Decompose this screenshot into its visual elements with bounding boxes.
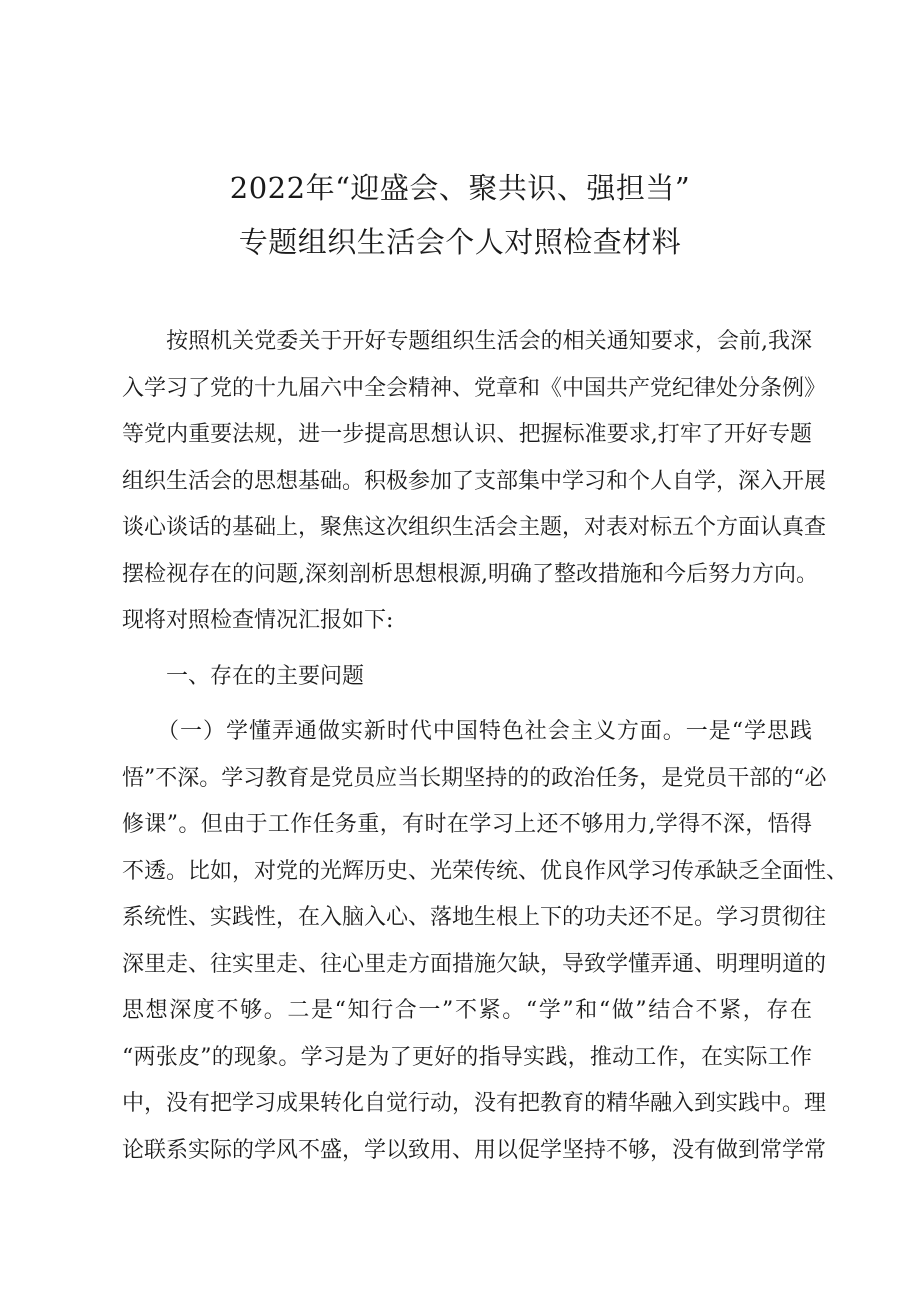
paragraph-intro	[122, 319, 827, 645]
text-line: 系统性、实践性，在入脑入心、落地生根上下的功夫还不足。学习贯彻往	[122, 905, 827, 930]
text-line: 等党内重要法规，进一步提高思想认识、把握标准要求,打牢了开好专题	[122, 422, 812, 447]
text-line: 不透。比如，对党的光辉历史、光荣传统、优良作风学习传承缺乏全面性、	[122, 858, 849, 884]
text-line: 深里走、往实里走、往心里走方面措施欠缺，导致学懂弄通、明理明道的	[122, 951, 827, 977]
text-line: 入学习了党的十九届六中全会精神、党章和《中国共产党纪律处分条例》	[122, 375, 827, 401]
text-line: 中，没有把学习成果转化自觉行动，没有把教育的精华融入到实践中。理	[122, 1091, 827, 1116]
paragraph-section-1	[122, 709, 849, 1174]
text-line: （一）学懂弄通做实新时代中国特色社会主义方面。一是“学思践	[122, 719, 812, 744]
text-line: 组织生活会的思想基础。积极参加了支部集中学习和个人自学，深入开展	[122, 468, 827, 494]
text-line: 思想深度不够。二是“知行合一”不紧。“学”和“做”结合不紧，存在	[122, 998, 813, 1023]
text-line: 谈心谈话的基础上，聚焦这次组织生活会主题，对表对标五个方面认真查	[122, 515, 827, 540]
document-title-line-2: 专题组织生活会个人对照检查材料	[238, 225, 682, 259]
text-line: “两张皮”的现象。学习是为了更好的指导实践，推动工作，在实际工作	[122, 1044, 812, 1070]
text-line: 悟”不深。学习教育是党员应当长期坚持的的政治任务，是党员干部的“必	[122, 765, 827, 791]
document-body	[122, 319, 849, 1174]
text-line: 修课”。但由于工作任务重，有时在学习上还不够用力,学得不深，悟得	[122, 812, 812, 837]
text-line: 摆检视存在的问题,深刻剖析思想根源,明确了整改措施和今后努力方向。	[122, 561, 818, 587]
document-title-line-1: 2022年“迎盛会、聚共识、强担当”	[229, 171, 691, 205]
section-heading	[122, 654, 812, 701]
text-line: 现将对照检查情况汇报如下:	[122, 608, 394, 633]
text-line: 按照机关党委关于开好专题组织生活会的相关通知要求，会前,我深	[122, 329, 812, 354]
text-line: 论联系实际的学风不盛，学以致用、用以促学坚持不够，没有做到常学常	[122, 1137, 827, 1163]
heading-line: 一、存在的主要问题	[122, 663, 365, 689]
